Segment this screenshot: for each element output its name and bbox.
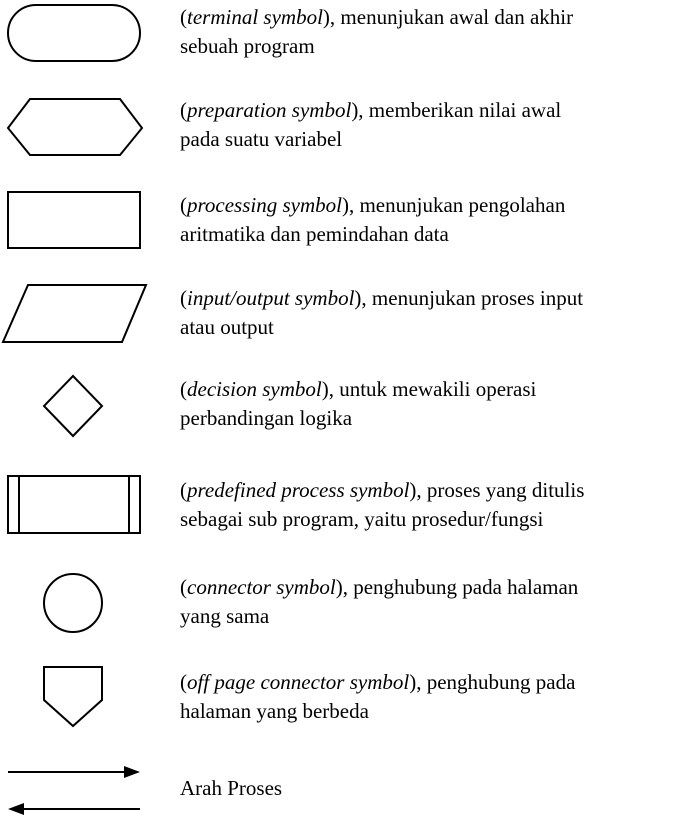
legend-row-processing [0, 186, 678, 256]
connector-icon [0, 566, 160, 642]
legend-row-terminal [0, 0, 678, 70]
predefined-process-icon [0, 470, 160, 540]
off-page-connector-icon [0, 660, 160, 734]
decision-description: (decision symbol), untuk mewakili operasi perbandingan logika [180, 377, 537, 430]
arrow-icon [0, 756, 160, 816]
terminal-description: (terminal symbol), menunjukan awal dan akhir sebuah program [180, 5, 574, 58]
legend-row-decision [0, 370, 678, 450]
terminal-icon [0, 0, 160, 70]
decision-icon [0, 370, 160, 450]
input-output-icon [0, 280, 160, 350]
off-page-connector-description: (off page connector symbol), penghubung pada halaman yang berbeda [180, 670, 576, 723]
legend-row-predefined-process [0, 470, 678, 540]
legend-row-input-output [0, 280, 678, 350]
input-output-description: (input/output symbol), menunjukan proses input atau output [180, 286, 584, 339]
preparation-icon [0, 92, 160, 162]
processing-icon [0, 186, 160, 256]
legend-row-connector [0, 566, 678, 642]
legend-row-flow [0, 756, 678, 816]
processing-description: (processing symbol), menunjukan pengolahan aritmatika dan pemindahan data [180, 193, 566, 246]
flow-label: Arah Proses [180, 776, 283, 800]
legend-row-off-page-connector [0, 660, 678, 734]
predefined-process-description: (predefined process symbol), proses yang ditulis sebagai sub program, yaitu prosedur/fungsi [180, 478, 585, 531]
legend-row-preparation [0, 92, 678, 162]
preparation-description: (preparation symbol), memberikan nilai awal pada suatu variabel [180, 98, 562, 151]
connector-description: (connector symbol), penghubung pada halaman yang sama [180, 575, 579, 628]
